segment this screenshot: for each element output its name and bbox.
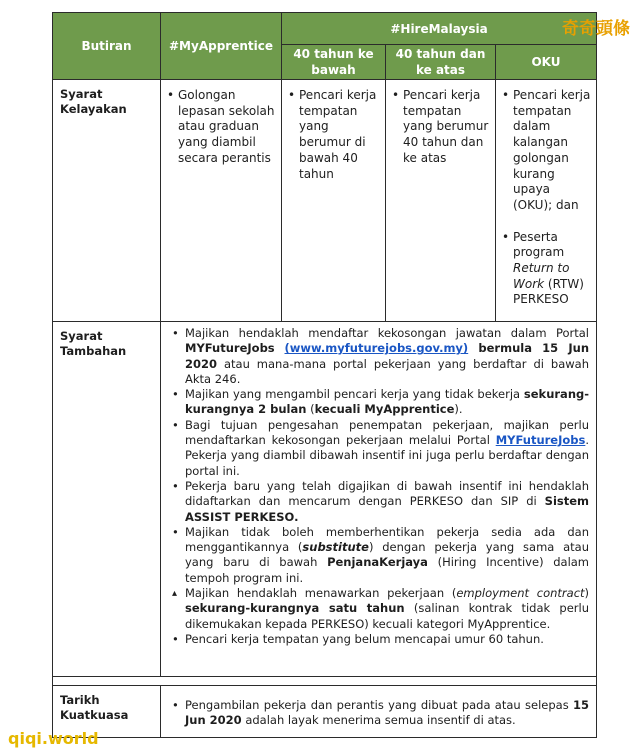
effective-date-text: • Pengambilan pekerja dan perantis yang dibuat pada atau selepas 15 Jun 2020 adalah layak menerima semua insentif di atas. [172,698,589,729]
cell-myapprentice-eligibility [161,80,282,322]
watermark-bottom: qiqi.world [8,729,99,748]
header-below-40: 40 tahun ke bawah [282,45,386,80]
eligibility-rtw: • Peserta program Return to Work (RTW) PERKESO [501,230,591,309]
cell-oku-eligibility [496,80,597,322]
requirement-6: ▴ Majikan hendaklah menawarkan pekerjaan (employment contract) sekurang-kurangnya satu tahun (salinan kontrak tidak perlu dikemukakan kepada PERKESO) kecuali kategori MyApprentice. [172,586,589,632]
myfuturejobs-portal-link[interactable]: MYFutureJobs [495,433,586,448]
watermark-top: 奇奇頭條 [562,19,630,39]
requirement-3: • Bagi tujuan pengesahan penempatan pekerjaan, majikan perlu mendaftarkan kekosongan pekerjaan melalui Portal MYFutureJobs. Pekerja yang diambil dibawah insentif ini juga perlu berdaftar dengan portal ini. [172,418,589,479]
label-syarat-kelayakan: Syarat Kelayakan [53,80,161,322]
header-myapprentice: #MyApprentice [161,13,282,80]
requirement-1: • Majikan hendaklah mendaftar kekosongan jawatan dalam Portal MYFutureJobs (www.myfuturejobs.gov.my) bermula 15 Jun 2020 atau mana-mana portal pekerjaan yang berdaftar di bawah Akta 246. [172,326,589,387]
row-syarat-kelayakan [53,80,597,322]
header-butiran: Butiran [53,13,161,80]
row-syarat-tambahan [53,322,597,677]
header-oku: OKU [496,45,597,80]
row-spacer [53,677,597,686]
cell-above40-eligibility [386,80,496,322]
eligibility-oku: • Pencari kerja tempatan dalam kalangan golongan kurang upaya (OKU); dan [501,88,591,214]
requirement-5: • Majikan tidak boleh memberhentikan pekerja sedia ada dan menggantikannya (substitute) dengan pekerja yang sama atau yang baru di bawah PenjanaKerjaya (Hiring Incentive) dalam tempoh program ini. [172,525,589,586]
myfuturejobs-url-link[interactable]: (www.myfuturejobs.gov.my) [284,341,469,356]
eligibility-above40: • Pencari kerja tempatan yang berumur 40 tahun dan ke atas [391,88,490,167]
incentive-table [52,12,597,738]
cell-syarat-tambahan [161,322,597,677]
requirement-2: • Majikan yang mengambil pencari kerja yang tidak bekerja sekurang-kurangnya 2 bulan (kecuali MyApprentice). [172,387,589,418]
header-hiremalaysia: #HireMalaysia [282,13,597,45]
header-above-40: 40 tahun dan ke atas [386,45,496,80]
label-tarikh-kuatkuasa: Tarikh Kuatkuasa [53,686,161,738]
cell-below40-eligibility [282,80,386,322]
eligibility-myapprentice: • Golongan lepasan sekolah atau graduan yang diambil secara perantis [166,88,276,167]
label-syarat-tambahan: Syarat Tambahan [53,322,161,677]
requirement-4: • Pekerja baru yang telah digajikan di bawah insentif ini hendaklah didaftarkan dan mencarum dengan PERKESO dan SIP di Sistem ASSIST PERKESO. [172,479,589,525]
eligibility-below40: • Pencari kerja tempatan yang berumur di bawah 40 tahun [287,88,380,182]
cell-tarikh-kuatkuasa [161,686,597,738]
requirement-7: • Pencari kerja tempatan yang belum mencapai umur 60 tahun. [172,632,589,647]
row-tarikh-kuatkuasa [53,686,597,738]
